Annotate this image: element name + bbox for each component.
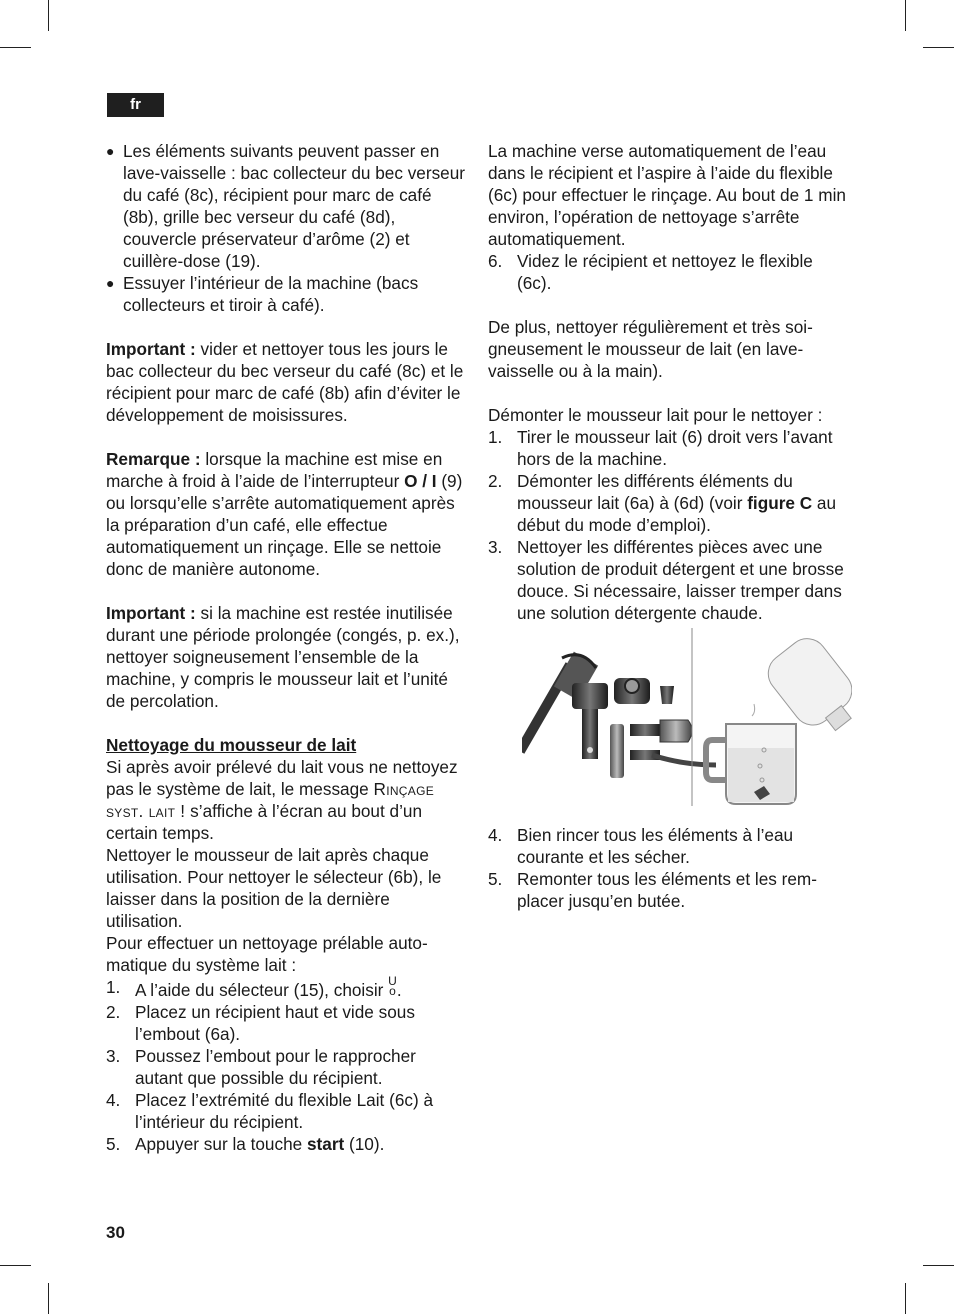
crop-mark [905,1283,906,1314]
drop-icon [752,704,755,716]
bullet-item [106,272,468,316]
switch-symbol: O / I [404,471,437,491]
metal-tube-icon [610,724,624,778]
paragraph: De plus, nettoyer régulièrement et très soigneusement le mousseur de lait (en lave-vaisselle ou à la main). [488,317,813,381]
list-item [488,868,850,912]
page-number: 30 [106,1223,125,1242]
note-text: lorsque la machine est mise en marche à froid à l’aide de l’interrupteur [106,449,443,491]
crop-mark [905,0,906,31]
step-text: Videz le récipient et nettoyez le flexible (6c). [517,251,813,293]
beaker-icon [706,724,796,804]
left-column [106,140,468,1155]
important-note [106,602,468,712]
remark-note [106,448,468,580]
milk-frother-parts-illustration [522,628,852,808]
note-text: (9) ou lorsqu’elle s’arrête automatiquement après la préparation d’un café, elle effectue automatiquement un rinçage. Elle se nettoie donc de manière autonome. [106,471,463,579]
step-text: Remonter tous les éléments et les remplacer jusqu’en butée. [517,869,817,911]
step-text: Nettoyer les différentes pièces avec une solution de produit détergent et une brosse douce. Si nécessaire, laisser tremper dans une solution détergente chaude. [517,537,844,623]
step-text: Appuyer sur la touche [135,1134,307,1154]
milk-icon [388,976,397,996]
list-item [488,536,850,624]
step-text: Poussez l’embout pour le rapprocher autant que possible du récipient. [135,1046,416,1088]
bullet-text: Les éléments suivants peuvent passer en lave-vaisselle : bac collecteur du bec verseur du café (8c), récipient pour marc de café (8b), grille bec verseur du café (8d), couvercle préservateur d’arôme (2) et cuillère-dose (19). [123,141,466,271]
step-number: 6. [488,251,503,271]
crop-mark [0,1265,31,1266]
list-item [488,426,850,470]
note-label: Remarque : [106,449,201,469]
crop-mark [0,47,31,48]
cleaning-illustration [522,628,852,808]
crop-mark [48,0,49,31]
bullet-item [106,140,468,272]
step-text: Tirer le mousseur lait (6) droit vers l’avant hors de la machine. [517,427,833,469]
list-item [488,470,850,536]
paragraph-text: s’affiche à l’écran au bout d’un certain temps. [106,801,423,843]
paragraph: La machine verse automatiquement de l’eau dans le récipient et l’aspire à l’aide du flexible (6c) pour effectuer le rinçage. Au bout de 1 min environ, l’opération de nettoyage s’arrête automatiquement. [488,141,846,249]
crop-mark [923,1265,954,1266]
note-text: vider et nettoyer tous les jours le bac collecteur du bec verseur du café (8c) et le récipient pour marc de café (8b) afin d’éviter le développement de moisissures. [106,339,464,425]
step-text: au début du mode d’emploi). [517,493,837,535]
paragraph [106,756,468,844]
note-text: si la machine est restée inutilisée durant une période prolongée (congés, p. ex.), nettoyer soigneusement l’ensemble de la machine, y compris le mousseur lait et l’unité de percolation. [106,603,460,711]
step-number: 5. [106,1134,121,1154]
display-message: Rinçage syst. lait ! [106,779,435,821]
list-item [106,1089,468,1133]
step-number: 1. [488,427,503,447]
section-heading: Nettoyage du mousseur de lait [106,735,357,755]
step-number: 4. [488,825,503,845]
step-text: Placez un récipient haut et vide sous l’embout (6a). [135,1002,415,1044]
paragraph: Pour effectuer un nettoyage prélable automatique du système lait : [106,933,428,975]
step-number: 4. [106,1090,121,1110]
list-item [106,1045,468,1089]
step-number: 3. [106,1046,121,1066]
note-label: Important : [106,603,196,623]
step-number: 2. [488,471,503,491]
important-note [106,338,468,426]
right-column [488,140,850,912]
nozzle-part-icon [614,678,674,704]
list-item [106,1001,468,1045]
step-text: Bien rincer tous les éléments à l’eau courante et les sécher. [517,825,794,867]
crop-mark [923,47,954,48]
paragraph: Nettoyer le mousseur de lait après chaque utilisation. Pour nettoyer le sélecteur (6b), le laisser dans la position de la dernière utilisation. [106,845,442,931]
bullet-icon: ● [106,143,115,159]
step-text: Placez l’extrémité du flexible Lait (6c) à l’intérieur du récipient. [135,1090,434,1132]
bullet-icon: ● [106,275,115,291]
milk-icon-part: U [388,974,397,988]
paragraph: Démonter le mousseur lait pour le nettoyer : [488,405,823,425]
list-item [488,824,850,868]
step-text: A l’aide du sélecteur (15), choisir [135,980,389,1000]
step-number: 1. [106,977,121,997]
step-number: 5. [488,869,503,889]
milk-icon-part: o [389,984,396,998]
language-tab: fr [107,93,164,117]
step-text: Démonter les différents éléments du mousseur lait (6a) à (6d) (voir [517,471,793,513]
frother-body-icon [572,683,608,759]
paragraph-text: Si après avoir prélevé du lait vous ne nettoyez pas le système de lait, le message [106,757,458,799]
bullet-text: Essuyer l’intérieur de la machine (bacs collecteurs et tiroir à café). [123,273,419,315]
step-number: 3. [488,537,503,557]
list-item [488,250,850,294]
note-label: Important : [106,339,196,359]
button-name: start [306,1134,345,1154]
crop-mark [48,1283,49,1314]
figure-reference: figure C [747,493,813,513]
list-item: 1. A l’aide du sélecteur (15), choisir U o. [106,974,402,1000]
step-number: 2. [106,1002,121,1022]
step-text: (10). [344,1134,385,1154]
list-item [106,1133,468,1155]
